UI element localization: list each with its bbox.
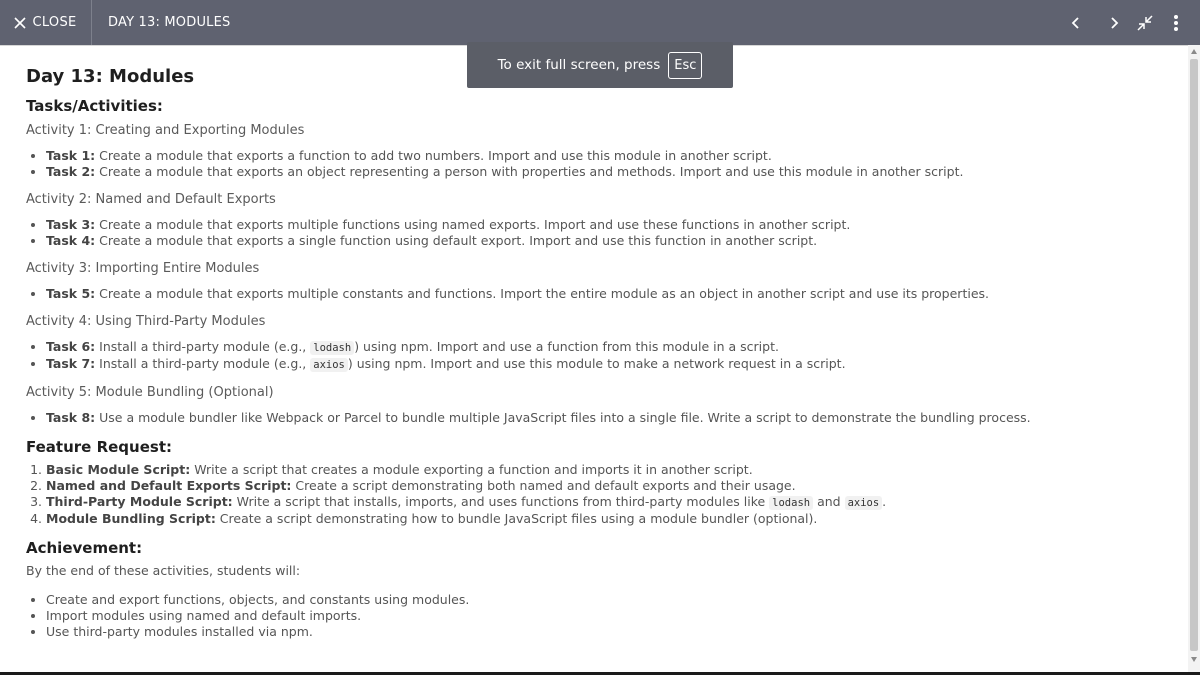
document-content — [0, 46, 1200, 640]
activity-1-title: Activity 1: Creating and Exporting Modules — [26, 123, 305, 138]
achievement-item: • Import modules using named and default imports. — [46, 608, 1174, 624]
inline-code: axios — [845, 496, 883, 510]
inline-code: lodash — [769, 496, 813, 510]
feature-item: 1. Basic Module Script: Write a script that creates a module exporting a function and imports it in another script. — [46, 462, 1174, 478]
achievement-list — [26, 592, 1174, 640]
previous-button[interactable] — [1061, 0, 1091, 45]
scrollbar-thumb[interactable] — [1190, 59, 1198, 651]
close-icon — [14, 17, 26, 29]
exit-fullscreen-button[interactable] — [1130, 0, 1160, 45]
task-item: • Task 5: Create a module that exports multiple constants and functions. Import the entire module as an object in another script and use its properties. — [46, 286, 1174, 302]
achievement-heading: Achievement: — [26, 539, 143, 557]
task-item: • Task 1: Create a module that exports a function to add two numbers. Import and use this module in another script. — [46, 148, 1174, 164]
more-vertical-icon — [1173, 14, 1179, 32]
doc-title: Day 13: Modules — [26, 66, 195, 87]
close-button[interactable] — [0, 0, 92, 45]
tasks-heading: Tasks/Activities: — [26, 97, 163, 115]
achievement-intro: By the end of these activities, students will: — [26, 563, 301, 578]
task-item: • Task 7: Install a third-party module (e.g., axios ) using npm. Import and use this module to make a network request in a script. — [46, 356, 1174, 373]
feature-item: 2. Named and Default Exports Script: Create a script demonstrating both named and default exports and their usage. — [46, 478, 1174, 494]
achievement-item: • Create and export functions, objects, and constants using modules. — [46, 592, 1174, 608]
scroll-up-arrow-icon[interactable] — [1191, 49, 1197, 54]
viewer-toolbar — [0, 0, 1200, 45]
exit-fullscreen-icon — [1136, 14, 1154, 32]
more-options-button[interactable] — [1161, 0, 1191, 45]
scroll-down-arrow-icon[interactable] — [1191, 657, 1197, 662]
activity-4-title: Activity 4: Using Third-Party Modules — [26, 314, 266, 329]
vertical-scrollbar[interactable] — [1188, 45, 1200, 672]
task-item: • Task 3: Create a module that exports multiple functions using named exports. Import and use these functions in another script. — [46, 217, 1174, 233]
feature-item: 4. Module Bundling Script: Create a script demonstrating how to bundle JavaScript files using a module bundler (optional). — [46, 511, 1174, 527]
activity-2-title: Activity 2: Named and Default Exports — [26, 192, 276, 207]
esc-key-hint: Esc — [668, 52, 702, 79]
close-label: CLOSE — [32, 15, 77, 30]
activity-5-list — [26, 410, 1174, 426]
feature-item: 3. Third-Party Module Script: Write a script that installs, imports, and uses functions from third-party modules like lodash and axios . — [46, 494, 1174, 511]
chevron-right-icon — [1109, 16, 1119, 30]
task-item: • Task 8: Use a module bundler like Webpack or Parcel to bundle multiple JavaScript files into a single file. Write a script to demonstrate the bundling process. — [46, 410, 1174, 426]
activity-5-title: Activity 5: Module Bundling (Optional) — [26, 385, 274, 400]
document-viewer — [0, 45, 1200, 672]
task-item: • Task 6: Install a third-party module (e.g., lodash ) using npm. Import and use a function from this module in a script. — [46, 339, 1174, 356]
task-item: • Task 4: Create a module that exports a single function using default export. Import and use this function in another script. — [46, 233, 1174, 249]
feature-heading: Feature Request: — [26, 438, 172, 456]
inline-code: axios — [310, 358, 348, 372]
fullscreen-notice — [467, 42, 733, 88]
activity-4-list — [26, 339, 1174, 373]
viewer-title: DAY 13: MODULES — [108, 15, 231, 30]
task-item: • Task 2: Create a module that exports an object representing a person with properties and methods. Import and use this module in another script. — [46, 164, 1174, 180]
fullscreen-notice-text: To exit full screen, press — [497, 57, 661, 73]
next-button[interactable] — [1099, 0, 1129, 45]
activity-1-list — [26, 148, 1174, 180]
achievement-item: • Use third-party modules installed via npm. — [46, 624, 1174, 640]
activity-2-list — [26, 217, 1174, 249]
activity-3-title: Activity 3: Importing Entire Modules — [26, 261, 260, 276]
inline-code: lodash — [310, 341, 354, 355]
chevron-left-icon — [1071, 16, 1081, 30]
activity-3-list — [26, 286, 1174, 302]
feature-list — [26, 462, 1174, 527]
